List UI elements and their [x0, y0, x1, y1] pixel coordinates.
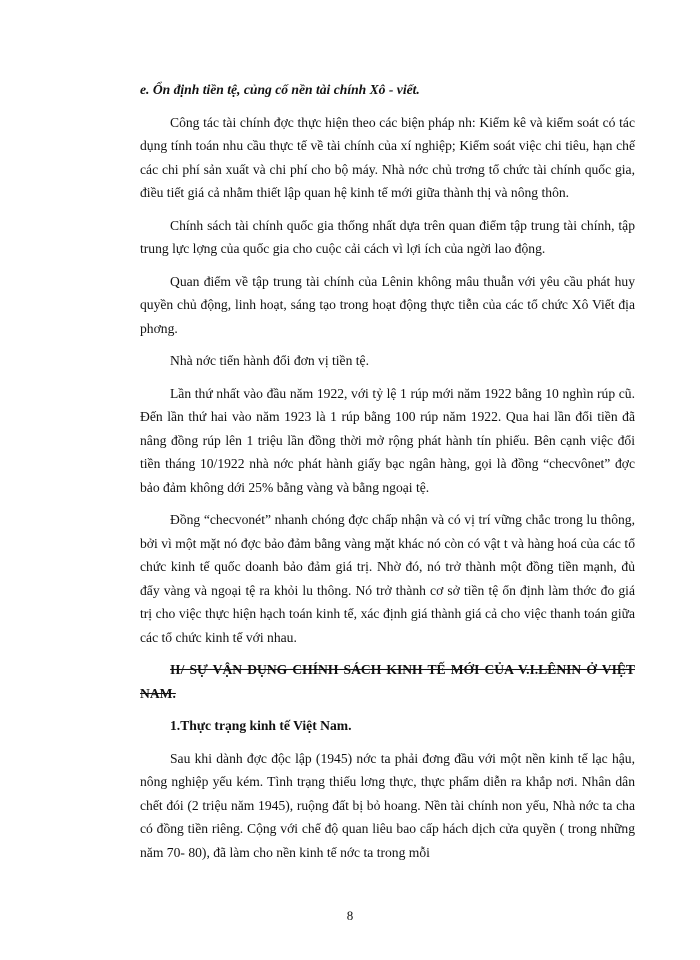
paragraph: Quan điểm về tập trung tài chính của Lênin không mâu thuẫn với yêu cầu phát huy quyền chủ động, linh hoạt, sáng tạo trong hoạt động thực tiễn của các tổ chức Xô Viết địa phơng.	[140, 273, 635, 336]
paragraph: Công tác tài chính đợc thực hiện theo các biện pháp nh: Kiểm kê và kiểm soát có tác dụng tính toán nhu cầu thực tế về tài chính của xí nghiệp; Kiểm soát việc chi tiêu, hạn chế các chi phí sản xuất và chi phí cho bộ máy. Nhà nớc chủ trơng tổ chức tài chính quốc gia, điều tiết giá cả nhằm thiết lập quan hệ kinh tế mới giữa thành thị và nông thôn.	[140, 114, 635, 200]
paragraph: Đồng “checvonét” nhanh chóng đợc chấp nhận và có vị trí vững chắc trong lu thông, bởi vì một mặt nó đợc bảo đảm bằng vàng mặt khác nó còn có vật t và hàng hoá của các tổ chức kinh tế quốc doanh bảo đảm giá trị. Nhờ đó, nó trở thành một đồng tiền mạnh, đủ đẩy vàng và ngoại tệ ra khỏi lu thông. Nó trở thành cơ sở tiền tệ ổn định làm thớc đo giá trị cho việc thực hiện hạch toán kinh tế, xác định giá thành giá cả cho việc thanh toán giữa các tổ chức kinh tế với nhau.	[140, 512, 635, 645]
section-heading-e: e. Ổn định tiền tệ, củng cố nền tài chính Xô - viết.	[140, 82, 420, 97]
paragraph: Nhà nớc tiến hành đổi đơn vị tiền tệ.	[170, 353, 369, 368]
page-number: 8	[346, 908, 354, 923]
section-heading-ii: II/ SỰ VẬN DỤNG CHÍNH SÁCH KINH TẾ MỚI CỦA V.I.LÊNIN Ở VIỆT NAM.	[140, 662, 635, 701]
subsection-heading-1: 1.Thực trạng kinh tế Việt Nam.	[170, 718, 352, 733]
page-content	[140, 78, 635, 873]
paragraph: Lần thứ nhất vào đầu năm 1922, với tỷ lệ 1 rúp mới năm 1922 bằng 10 nghìn rúp cũ. Đến lần thứ hai vào năm 1923 là 1 rúp bằng 100 rúp năm 1922. Qua hai lần đổi tiền đã nâng đồng rúp lên 1 triệu lần đồng thời mở rộng phát hành tín phiếu. Bên cạnh việc đổi tiền tháng 10/1922 nhà nớc phát hành giấy bạc ngân hàng, gọi là đồng “checvônet” đợc bảo đảm không dới 25% bằng vàng và bằng ngoại tệ.	[140, 385, 635, 495]
paragraph: Chính sách tài chính quốc gia thống nhất dựa trên quan điểm tập trung tài chính, tập trung lực lợng của quốc gia cho cuộc cải cách vì lợi ích của ngời lao động.	[140, 217, 635, 256]
paragraph: Sau khi dành đợc độc lập (1945) nớc ta phải đơng đầu với một nền kinh tế lạc hậu, nông nghiệp yếu kém. Tình trạng thiếu lơng thực, thực phẩm diễn ra khắp nơi. Nhân dân chết đói (2 triệu năm 1945), ruộng đất bị bỏ hoang. Nền tài chính non yếu, Nhà nớc ta cha có đồng tiền riêng. Cộng với chế độ quan liêu bao cấp hách dịch cửa quyền ( trong những năm 70- 80), đã làm cho nền kinh tế nớc ta trong mỗi	[140, 750, 635, 860]
